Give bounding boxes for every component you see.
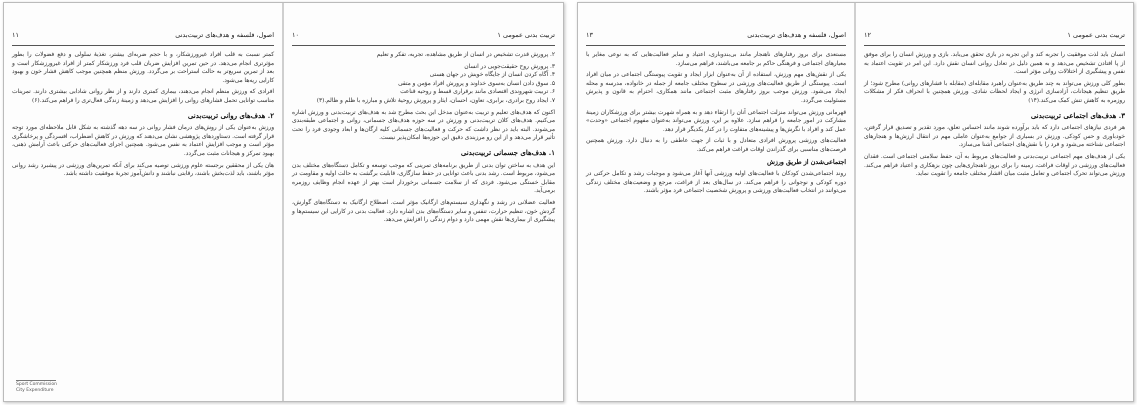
section-heading: ۳. هدف‌های اجتماعی تربیت‌بدنی: [1030, 110, 1125, 120]
left-spread: [3, 2, 564, 402]
page-11: [4, 3, 282, 401]
list-item: ۷. ایجاد روح برادری، برابری، تعاون، احسان، ایثار و پرورش روحیهٔ تلاش و مبارزه با ظلم و ظالم.(۳): [316, 97, 555, 104]
paragraph: فعالیت عضلانی در رشد و نگهداری سیستم‌های ارگانیک مؤثر است. اصطلاح ارگانیک به دستگاه‌های گوارش، گردش خون، تنظیم حرارت، تنفس و سایر دستگاه‌های بدن اشاره دارد. فعالیت بدنی در کارایی این سیستم‌ها و پیشگیری از بیماری‌ها نقش مهمی دارد و دوام زندگی را افزایش می‌دهد.: [292, 199, 555, 224]
section-heading: ۲. هدف‌های روانی تربیت‌بدنی: [187, 110, 274, 120]
page-12: [856, 3, 1133, 401]
paragraph: هر فردی نیازهای اجتماعی دارد که باید برآورده شوند مانند احساس تعلق، مورد تقدیر و تصدیق قرار گرفتن، خودباوری و حس کودکی. ورزش در بسیاری از جوامع به‌عنوان عاملی مهم در انتقال ارزش‌ها و هنجارهای اجتماعی شناخته می‌شود و فرد را با نقش‌های اجتماعی آشنا می‌سازد.: [864, 125, 1125, 149]
page-body: [12, 51, 274, 383]
subsection-heading: اجتماعی‌شدن از طریق ورزش: [767, 158, 846, 166]
section-heading: ۱. هدف‌های جسمانی تربیت‌بدنی: [460, 147, 555, 157]
page-number: ۱۳: [586, 31, 593, 39]
paragraph: فعالیت‌های ورزشی پرورش افرادی متعادل و با ثبات از جهت عاطفی را به دنبال دارد. ورزش همچنین فرصت‌های مناسبی برای گذراندن اوقات فراغت فراهم می‌کند.: [586, 138, 846, 153]
page-header: [586, 31, 846, 46]
list-item: ۴. آگاه کردن انسان از جایگاه خویش در جهان هستی: [429, 72, 555, 79]
paragraph: مستعدی برای بروز رفتارهای ناهنجار مانند بی‌بندوباری، اعتیاد و سایر فعالیت‌هایی که به نوعی مغایر با معیارهای اجتماعی و فرهنگی حاکم بر جامعه می‌باشند، فراهم می‌سازد.: [586, 52, 846, 67]
page-13: [578, 3, 854, 401]
paragraph: اکنون که هدف‌های تعلیم و تربیت به‌عنوان مدخل این بحث مطرح شد به هدف‌های تربیت‌بدنی و ورزش اشاره می‌کنیم. هدف‌های کلان تربیت‌بدنی و ورزش در سه حوزه هدف‌های جسمانی، روانی و اجتماعی طبقه‌بندی می‌شوند. البته باید در نظر داشت که حرکت و فعالیت‌های جسمانی کلیه ارگان‌ها و ابعاد وجودی فرد را تحت تأثیر قرار می‌دهد و از این رو مرزبندی دقیق این حوزه‌ها امکان‌پذیر نیست.: [292, 109, 555, 142]
paragraph: روند اجتماعی‌شدن کودکان با فعالیت‌های اولیه ورزشی آنها آغاز می‌شود و موجبات رشد و تکامل حرکتی در دوره کودکی و نوجوانی را فراهم می‌کند. در سال‌های بعد از فراغت، مرجع و وضعیت‌های مختلف زندگی می‌توانند در انتخاب فعالیت‌های ورزشی و پرورش شخصیت اجتماعی فرد مؤثر باشند.: [586, 171, 846, 195]
paragraph: یکی از نقش‌های مهم ورزش، استفاده از آن به‌عنوان ابزار ایجاد و تقویت پیوستگی اجتماعی در میان افراد است. پیوستگی از طریق فعالیت‌های ورزشی در سطوح مختلف جامعه از جمله در خانواده، مدرسه و محله ایجاد می‌شود. ورزش موجب بروز رفتارهای مثبت اجتماعی مانند همکاری، احترام به قانون و پذیرش مسئولیت می‌گردد.: [586, 72, 846, 104]
page-header: [864, 31, 1125, 46]
paragraph: قهرمانی ورزش می‌تواند منزلت اجتماعی آنان را ارتقاء دهد و به همراه شهرت بیشتر برای ورزشکاران زمینهٔ مشارکت در امور جامعه را فراهم سازد. علاوه بر این، ورزش می‌تواند به‌عنوان مفهوم اجتماعی «وحدت» عمل کند و افراد با نگرش‌ها و پیشینه‌های متفاوت را در کنار یکدیگر قرار دهد.: [586, 109, 846, 133]
list-item: ۳. پرورش روح حقیقت‌جویی در انسان: [464, 63, 555, 70]
page-number: ۱۱: [12, 31, 19, 39]
header-title: اصول، فلسفه و هدف‌های تربیت‌بدنی: [175, 31, 274, 39]
list-item: ۵. سوق دادن انسان به‌سوی خداوند و پرورش افراد مؤمن و متقی: [398, 80, 555, 87]
header-title: تربیت بدنی عمومی ۱: [497, 31, 555, 39]
header-title: تربیت بدنی عمومی ۱: [1067, 31, 1125, 39]
right-spread: [577, 2, 1134, 402]
header-title: اصول، فلسفه و هدف‌های تربیت‌بدنی: [747, 31, 846, 39]
page-body: [586, 51, 846, 383]
paragraph: انسان باید لذت موفقیت را تجربه کند و این تجربه در بازی تحقق می‌یابد. بازی و ورزش انسان را برای موفق از پا افتادن تشخیص می‌دهد و به همین دلیل در تعادل روانی انسان نقش دارد. این امر در تقویت اعتماد به نفس و پیشگیری از اختلالات روانی مؤثر است.: [864, 52, 1125, 76]
paragraph: هان یکی از محققین برجسته علوم ورزشی توصیه می‌کند برای آنکه تمرین‌های ورزشی در پیشبرد رشد روانی مؤثر باشند، باید لذت‌بخش باشند، رقابتی نباشند و دانش‌آموز تجربهٔ موفقیت داشته باشد.: [12, 162, 274, 178]
list-item: ۶. تربیت شهروندی اقتصادی مانند برقراری قسط و روحیه قناعت: [400, 89, 555, 96]
paragraph: این هدف به ساختن توان بدنی از طریق برنامه‌های تمرینی که موجب توسعه و تکامل دستگاه‌های مختلف بدن می‌شود، مربوط است. رشد بدنی باعث توانایی در حفظ سازگاری، قابلیت برگشت به حالت اولیه و مقاومت در مقابل خستگی می‌شود. فردی که از سلامت جسمانی برخوردار است بهتر از عهده انجام وظایف روزمره برمی‌آید.: [292, 162, 555, 195]
paragraph: کمتر نسبت به قلب افراد غیرورزشکار، و با حجم ضربه‌ای بیشتر، تغذیهٔ سلولی و دفع فضولات را بطور مؤثرتری انجام می‌دهد. در حین تمرین افزایش ضربان قلب فرد ورزشکار کمتر از افراد غیرورزشکار است و بعد از تمرین سریع‌تر به حالت استراحت بر می‌گردد. ورزش منظم همچنین موجب کاهش فشار خون و بهبود کارایی ریه‌ها می‌شود.: [12, 52, 274, 84]
page-header: [12, 31, 274, 46]
paragraph: افرادی که ورزش منظم انجام می‌دهند، بیماری کمتری دارند و از نظر روانی شادابی بیشتری دارند. تمرینات مناسب توانایی تحمل فشارهای روانی را افزایش می‌دهد و زمینهٔ زندگی فعال‌تری را فراهم می‌کند.(۶): [12, 89, 274, 104]
paragraph: یکی از هدف‌های مهم اجتماعی تربیت‌بدنی و فعالیت‌های مربوط به آن، حفظ سلامتی اجتماعی است. فقدان فعالیت‌های ورزشی در اوقات فراغت، زمینه را برای بروز ناهنجاری‌هایی چون بزهکاری و اعتیاد فراهم می‌کند. ورزش می‌تواند تحرک اجتماعی و تعامل مثبت میان اقشار مختلف جامعه را تقویت نماید.: [864, 153, 1125, 178]
paragraph: بطور کلی ورزش می‌تواند به چند طریق به‌عنوان راهبرد مقابله‌ای (مقابله با فشارهای روانی) مطرح شود؛ از طریق تنظیم هیجانات، آزادسازی انرژی و ایجاد لحظات شادی. ورزش همچنین با انحراف فکر از مشکلات روزمره به کاهش تنش کمک می‌کند.(۱۴): [864, 80, 1125, 104]
page-body: [864, 51, 1125, 383]
paragraph: ورزش به‌عنوان یکی از روش‌های درمان فشار روانی در سه دهه گذشته به شکل قابل ملاحظه‌ای مورد توجه قرار گرفته است. دستاوردهای پژوهشی نشان می‌دهند که ورزش در کاهش اضطراب، افسردگی و پرخاشگری مؤثر است و موجب افزایش اعتماد به نفس می‌شود. همچنین اجرای فعالیت‌های حرکتی باعث آرامش ذهنی، بهبود تمرکز و هیجانات مثبت می‌گردد.: [12, 125, 274, 157]
page-body: [292, 51, 555, 383]
page-number: ۱۲: [864, 31, 871, 39]
footnote-rule: [16, 380, 56, 381]
page-number: ۱۰: [292, 31, 299, 39]
footnote: Sport Commission City Expenditure: [16, 382, 57, 393]
page-header: [292, 31, 555, 46]
paragraph: ۲. پرورش قدرت تشخیص در انسان از طریق مشاهده، تجربه، تفکر و تعلیم: [376, 52, 555, 58]
page-10: [284, 3, 563, 401]
